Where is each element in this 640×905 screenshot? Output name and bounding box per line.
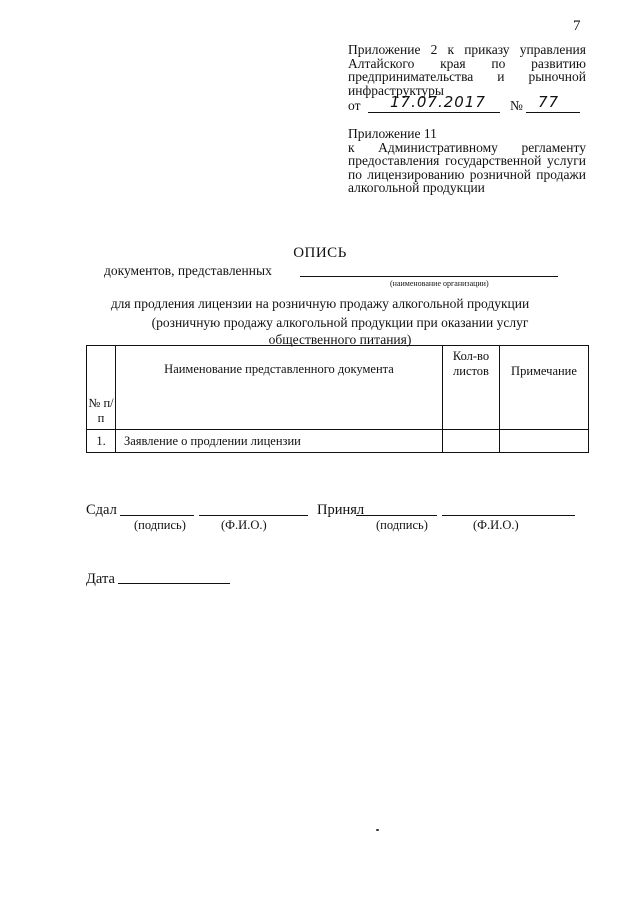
page-number: 7	[573, 18, 581, 34]
received-signature-line	[356, 515, 437, 516]
received-name-caption: (Ф.И.О.)	[473, 518, 519, 532]
handed-signature-line	[120, 515, 194, 516]
header-number: № п/п	[87, 346, 116, 430]
received-signature-caption: (подпись)	[376, 518, 428, 532]
handed-signature-caption: (подпись)	[134, 518, 186, 532]
purpose-line-1: для продления лицензии на розничную продажу алкогольной продукции	[110, 296, 530, 311]
appendix-regulation	[348, 127, 586, 195]
form-title: ОПИСЬ	[293, 245, 347, 261]
docs-label: документов, представленных	[104, 263, 272, 278]
documents-table	[86, 345, 589, 453]
appendix-regulation-text: к Административному регламенту предоставления государственной услуги по лицензированию розничной продажи алкогольной продукции	[348, 139, 586, 195]
organization-name-line	[300, 276, 558, 277]
handed-name-caption: (Ф.И.О.)	[221, 518, 267, 532]
handed-over-label: Сдал	[86, 502, 117, 518]
date-line	[118, 583, 230, 584]
order-reference-line	[348, 93, 588, 114]
header-note: Примечание	[500, 346, 589, 430]
appendix-regulation-title: Приложение 11	[348, 126, 437, 141]
row-note	[500, 430, 589, 453]
date-label: Дата	[86, 571, 115, 587]
received-label: Принял	[317, 502, 365, 518]
handed-name-line	[199, 515, 308, 516]
scan-speck	[376, 829, 379, 831]
table-row	[87, 430, 589, 453]
order-number-handwritten: 77	[538, 93, 560, 111]
header-sheet-count: Кол-во листов	[443, 346, 500, 430]
organization-caption: (наименование организации)	[390, 279, 489, 288]
order-date-handwritten: 17.07.2017	[390, 93, 486, 111]
appendix-order-text: Приложение 2 к приказу управления Алтайского края по развитию предпринимательства и рыночной инфраструктуры	[348, 42, 586, 98]
received-name-line	[442, 515, 575, 516]
header-document-name: Наименование представленного документа	[116, 346, 443, 430]
table-header-row	[87, 346, 589, 430]
purpose-line-2: (розничную продажу алкогольной продукции при оказании услуг общественного питания)	[151, 315, 529, 347]
number-label: №	[510, 98, 523, 113]
row-number: 1.	[87, 430, 116, 453]
from-label: от	[348, 98, 361, 113]
row-document-name: Заявление о продлении лицензии	[116, 430, 443, 453]
row-sheet-count	[443, 430, 500, 453]
